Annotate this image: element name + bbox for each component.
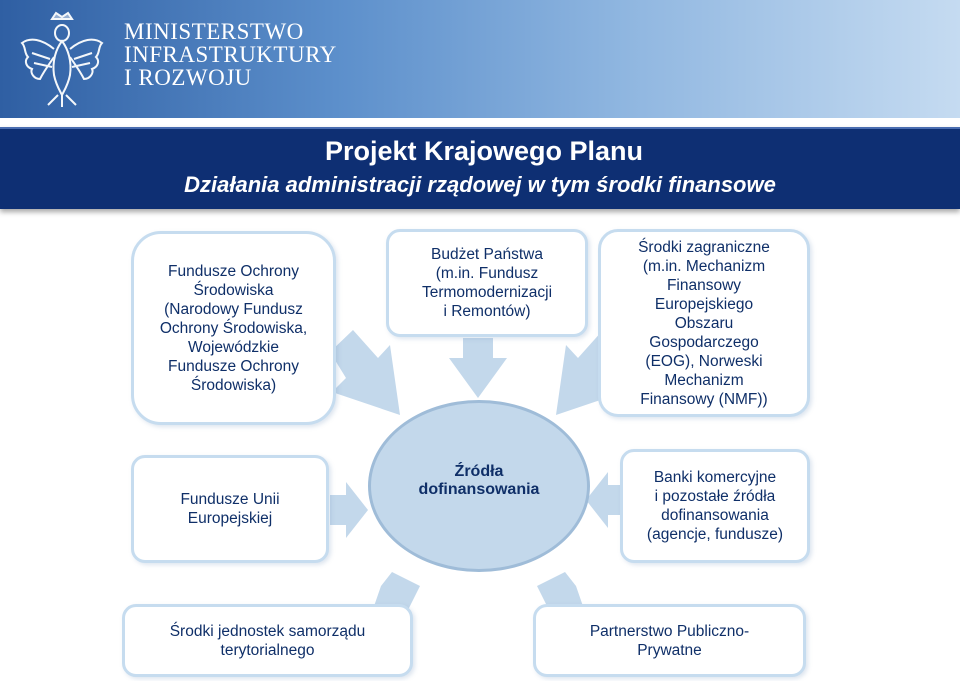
source-ppp-text: Partnerstwo Publiczno- Prywatne [589, 622, 750, 659]
center-co-financing-sources [368, 400, 590, 572]
source-state-budget [386, 229, 588, 337]
arrow-from-banks [586, 472, 622, 528]
source-state-budget-text: Budżet Państwa (m.in. Fundusz Termomodernizacji i Remontów) [421, 246, 553, 320]
source-banks-text: Banki komercyjne i pozostałe źródła dofinansowania (agencje, fundusze) [646, 469, 784, 543]
slide-subtitle: Działania administracji rządowej w tym środki finansowe [184, 172, 776, 197]
source-local-government [122, 604, 413, 677]
ministry-line-1: MINISTERSTWO [124, 19, 304, 44]
slide-title: Projekt Krajowego Planu [324, 136, 644, 166]
source-environment-funds [131, 231, 336, 425]
arrow-from-environment-funds [330, 330, 400, 415]
source-environment-funds-text: Fundusze Ochrony Środowiska (Narodowy Fundusz Ochrony Środowiska, Wojewódzkie Fundusze Ochrony Środowiska) [159, 262, 308, 394]
source-foreign-funds [598, 229, 810, 417]
source-local-government-text: Środki jednostek samorządu terytorialnego [169, 622, 366, 659]
center-label: Źródła dofinansowania [418, 463, 540, 498]
source-foreign-funds-text: Środki zagraniczne (m.in. Mechanizm Finansowy Europejskiego Obszaru Gospodarczego (EOG), Norweski Mechanizm Finansowy (NMF)) [638, 238, 770, 408]
source-ppp [533, 604, 806, 677]
ministry-line-3: I ROZWOJU [124, 65, 252, 90]
source-eu-funds-text: Fundusze Unii Europejskiej [180, 491, 280, 527]
source-eu-funds [131, 455, 329, 563]
ministry-line-2: INFRASTRUKTURY [124, 42, 337, 67]
source-banks [620, 449, 810, 563]
arrow-from-state-budget [449, 338, 507, 398]
arrow-from-eu-funds [330, 482, 368, 538]
